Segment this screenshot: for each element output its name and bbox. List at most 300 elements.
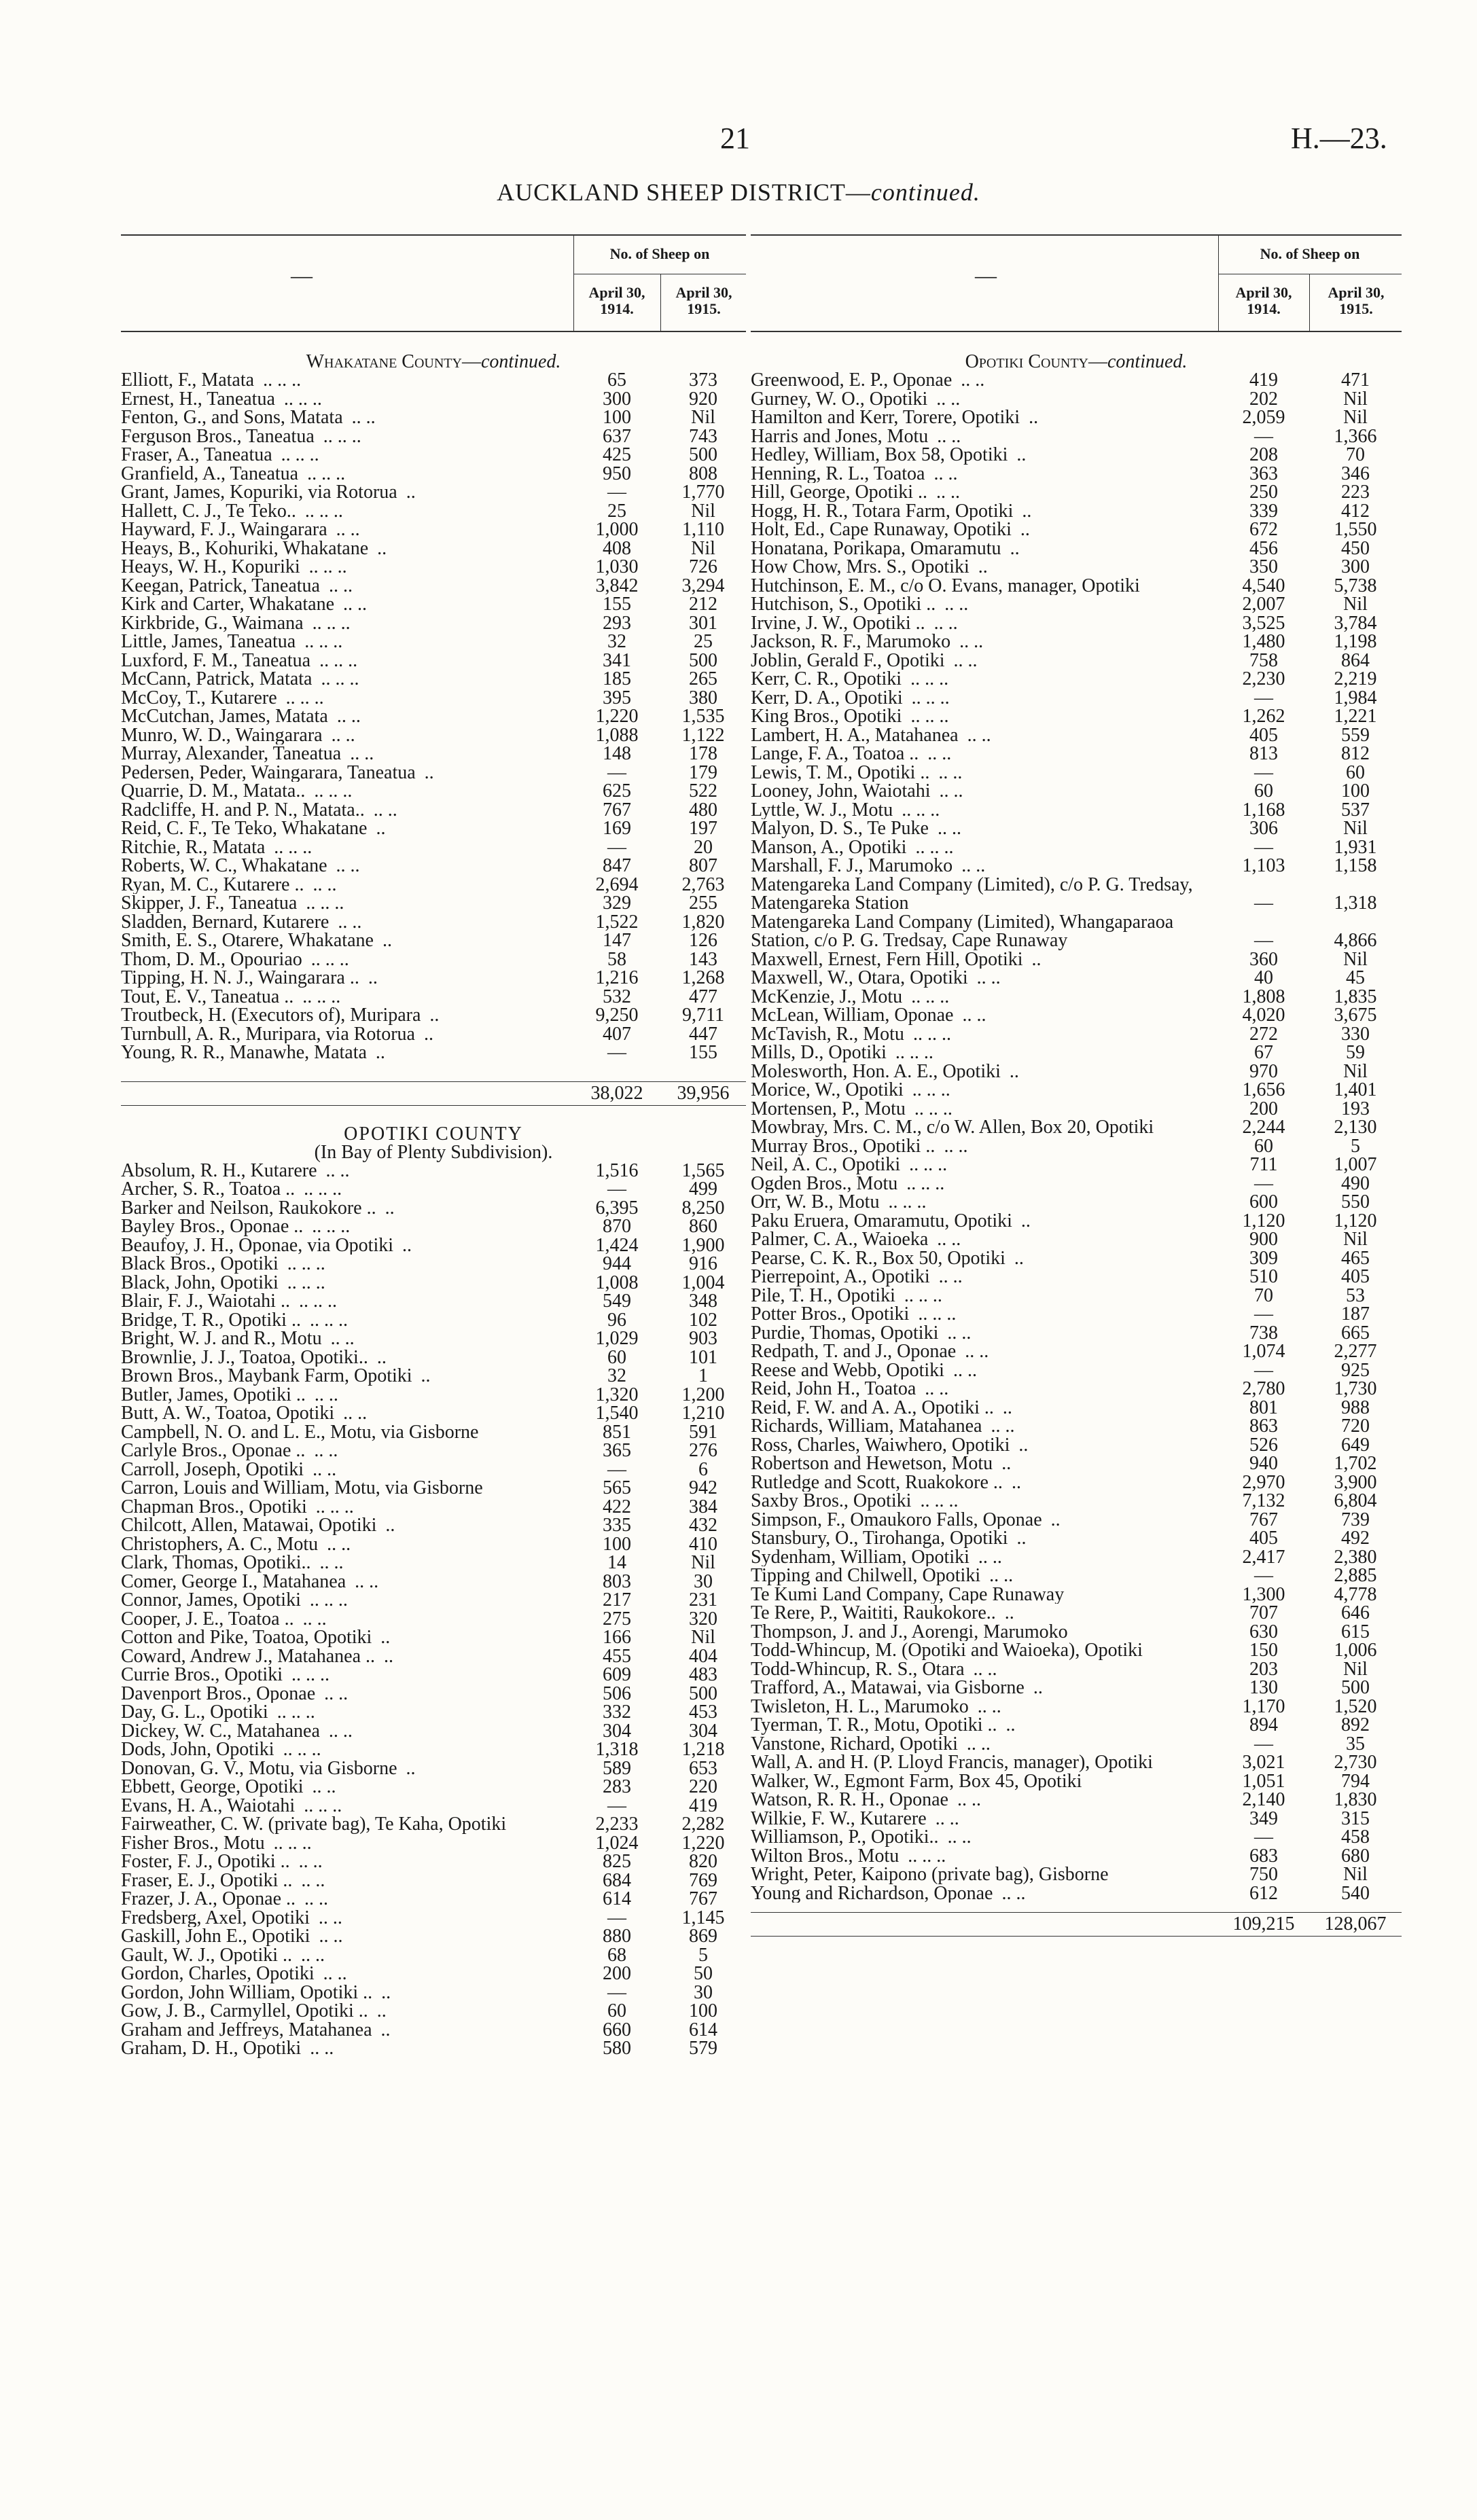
sheep-1915: 1,520 <box>1334 1695 1377 1717</box>
sheep-1914: 1,320 <box>595 1384 639 1405</box>
owner-name: Honatana, Porikapa, Omaramutu <box>751 539 1001 558</box>
owner-cell <box>121 689 573 708</box>
table-row <box>751 558 1402 577</box>
owner-name: Graham and Jeffreys, Matahanea <box>121 2020 372 2039</box>
leader-dots: .. <box>370 1043 385 1062</box>
leader-dots: .. <box>416 1367 431 1386</box>
sheep-1915: 3,900 <box>1334 1471 1377 1493</box>
owner-name: Ritchie, R., Matata <box>121 838 266 857</box>
owner-name: Ebbett, George, Opotiki <box>121 1778 304 1797</box>
leader-dots: .. .. .. <box>316 670 359 689</box>
table-row <box>751 1585 1402 1604</box>
table-row <box>751 1361 1402 1380</box>
owner-name: Matengareka Land Company (Limited), c/o P. G. Tredsay, Matengareka Station <box>751 875 1193 913</box>
owner-cell <box>121 1909 573 1928</box>
owner-name: Turnbull, A. R., Muripara, via Rotorua <box>121 1024 415 1043</box>
owner-cell <box>751 651 1218 670</box>
owner-name: Marshall, F. J., Marumoko <box>751 857 953 876</box>
owner-cell <box>121 950 573 969</box>
owner-cell <box>121 876 573 895</box>
sheep-1914: 203 <box>1249 1658 1278 1680</box>
owner-cell <box>121 483 573 502</box>
owner-cell <box>751 1100 1218 1119</box>
sheep-1915: 458 <box>1341 1826 1370 1848</box>
owner-name: Todd-Whincup, R. S., Otara <box>751 1659 965 1678</box>
owner-cell <box>751 1361 1218 1380</box>
owner-cell <box>121 1006 573 1025</box>
total-row <box>121 1081 746 1106</box>
sheep-1914: — <box>1254 1565 1273 1586</box>
sheep-1915: 348 <box>689 1291 717 1312</box>
sheep-1914: 200 <box>1249 1098 1278 1119</box>
leader-dots: .. <box>1006 1473 1021 1492</box>
table-row <box>121 1722 746 1741</box>
sheep-1915: 465 <box>1341 1247 1370 1269</box>
sheep-1915: 1,210 <box>681 1403 725 1424</box>
owner-cell <box>121 1516 573 1535</box>
sheep-1914: 350 <box>1249 556 1278 577</box>
owner-cell <box>121 371 573 390</box>
leader-dots: .. .. <box>323 1721 353 1740</box>
total-1914: 109,215 <box>1232 1913 1295 1934</box>
sheep-1914: 363 <box>1249 463 1278 484</box>
table-row <box>751 670 1402 689</box>
owner-cell <box>751 1230 1218 1249</box>
owner-cell <box>121 558 573 577</box>
sheep-1914: 1,170 <box>1242 1695 1285 1717</box>
table-row <box>121 1479 746 1498</box>
owner-name: Hutchinson, E. M., c/o O. Evans, manager, Opotiki <box>751 576 1140 595</box>
sheep-1915: 155 <box>689 1042 717 1063</box>
owner-cell <box>121 614 573 633</box>
leader-dots: .. .. .. <box>281 688 324 707</box>
leader-dots: .. .. <box>973 1547 1002 1566</box>
leader-dots: .. .. <box>331 857 360 876</box>
owner-name: Joblin, Gerald F., Opotiki <box>751 651 945 670</box>
owner-name: Pedersen, Peder, Waingarara, Taneatua <box>121 763 416 782</box>
leader-dots: .. .. <box>331 520 360 539</box>
left-column-table <box>121 234 746 2058</box>
owner-cell <box>121 595 573 614</box>
leader-dots: .. .. <box>968 1659 997 1678</box>
leader-dots: .. .. <box>319 1684 349 1703</box>
table-row <box>121 1591 746 1610</box>
owner-cell <box>121 1647 573 1666</box>
leader-dots: .. <box>1014 1435 1029 1454</box>
title-continued: continued. <box>870 179 980 206</box>
sheep-1915: 2,730 <box>1334 1752 1377 1773</box>
table-row <box>751 838 1402 857</box>
owner-cell <box>121 577 573 596</box>
sheep-1915: 477 <box>689 986 717 1007</box>
sheep-1914: 96 <box>607 1309 626 1331</box>
sheep-1914: — <box>1254 836 1273 858</box>
sheep-1915: 739 <box>1341 1509 1370 1530</box>
owner-cell <box>751 1492 1218 1511</box>
owner-cell <box>121 539 573 558</box>
sheep-1914: 148 <box>603 743 631 764</box>
owner-name: Tout, E. V., Taneatua .. <box>121 987 294 1006</box>
subdivision-note: (In Bay of Plenty Subdivision). <box>314 1141 553 1163</box>
sheep-1914: 365 <box>603 1440 631 1461</box>
leader-dots: .. .. .. <box>304 1591 348 1610</box>
sheep-1915: 769 <box>689 1869 717 1891</box>
leader-dots: .. .. <box>930 1809 959 1828</box>
sheep-1914: 202 <box>1249 388 1278 410</box>
owner-name: Hayward, F. J., Waingarara <box>121 520 327 539</box>
owner-name: Ferguson Bros., Taneatua <box>121 427 315 446</box>
sheep-1915: 432 <box>689 1515 717 1536</box>
table-row <box>751 1716 1402 1735</box>
table-row <box>751 1006 1402 1025</box>
sheep-1915: 101 <box>689 1346 717 1368</box>
sheep-1915: 1,820 <box>681 911 725 933</box>
owner-name: Neil, A. C., Opotiki <box>751 1155 901 1174</box>
owner-cell <box>751 1043 1218 1062</box>
leader-dots: .. .. <box>350 1572 379 1591</box>
sheep-1915: 1,145 <box>681 1907 725 1928</box>
leader-dots: .. .. .. <box>304 1310 348 1329</box>
sheep-1914: 940 <box>1249 1453 1278 1474</box>
leader-dots: .. .. .. <box>299 1180 342 1199</box>
table-row <box>751 1043 1402 1062</box>
table-row <box>121 819 746 838</box>
sheep-1915: 646 <box>1341 1602 1370 1623</box>
sheep-1914: 405 <box>1249 724 1278 746</box>
sheep-1914: 851 <box>603 1421 631 1443</box>
owner-name: Gurney, W. O., Opotiki <box>751 389 928 408</box>
owner-name: Pierrepoint, A., Opotiki <box>751 1267 930 1286</box>
leader-dots: .. .. <box>956 371 985 390</box>
owner-cell <box>121 1852 573 1871</box>
sheep-1914: 1,808 <box>1242 986 1285 1007</box>
leader-dots: .. .. <box>942 1323 972 1342</box>
table-row <box>121 408 746 427</box>
table-row <box>121 801 746 820</box>
spacer <box>121 1062 746 1081</box>
table-row <box>121 1311 746 1330</box>
owner-name: Little, James, Taneatua <box>121 632 296 651</box>
owner-name: Luxford, F. M., Taneatua <box>121 651 311 670</box>
table-row <box>751 950 1402 969</box>
owner-cell <box>121 408 573 427</box>
leader-dots: .. <box>1005 539 1020 558</box>
owner-name: Sladden, Bernard, Kutarere <box>121 912 330 931</box>
owner-name: McCutchan, James, Matata <box>121 707 328 726</box>
owner-cell <box>751 782 1218 801</box>
sheep-1914: 14 <box>607 1552 626 1573</box>
owner-cell <box>751 1865 1218 1884</box>
owner-name: Wilton Bros., Motu <box>751 1846 900 1865</box>
sheep-1915: 35 <box>1346 1733 1365 1754</box>
sheep-1915: 187 <box>1341 1303 1370 1325</box>
header-rule-mid <box>660 274 661 331</box>
page-number: 21 <box>720 122 750 155</box>
leader-dots: .. .. <box>318 1964 347 1983</box>
leader-dots: .. .. .. <box>309 782 353 801</box>
leader-dots: .. .. .. <box>272 1703 315 1722</box>
county-name: Whakatane County— <box>306 351 481 372</box>
table-row <box>121 1778 746 1797</box>
owner-cell <box>121 1292 573 1311</box>
owner-name: Sydenham, William, Opotiki <box>751 1547 969 1566</box>
table-row <box>121 483 746 502</box>
table-row <box>751 577 1402 596</box>
sheep-1914: 68 <box>607 1944 626 1966</box>
leader-dots: .. .. .. <box>279 389 322 408</box>
leader-dots: .. .. <box>298 1609 327 1628</box>
sheep-1914: 455 <box>603 1645 631 1667</box>
table-row <box>751 1193 1402 1212</box>
leader-dots: .. .. .. <box>906 707 949 726</box>
owner-cell <box>751 1511 1218 1530</box>
owner-name: Thompson, J. and J., Aorengi, Marumoko <box>751 1622 1068 1641</box>
table-row <box>121 595 746 614</box>
sheep-1914: 565 <box>603 1477 631 1498</box>
table-row <box>121 371 746 390</box>
table-row <box>121 1610 746 1629</box>
sheep-1915: 3,675 <box>1334 1005 1377 1026</box>
sheep-1915: 1,200 <box>681 1384 725 1405</box>
leader-dots: .. .. <box>940 595 969 614</box>
sheep-1915: 807 <box>689 855 717 876</box>
table-row <box>751 726 1402 745</box>
owner-name: Blair, F. J., Waiotahi .. <box>121 1292 290 1311</box>
leader-dots: .. .. <box>933 763 963 782</box>
owner-cell <box>121 1498 573 1517</box>
leader-dots: .. .. .. <box>307 613 351 632</box>
sheep-1914: 767 <box>603 799 631 821</box>
owner-name: Donovan, G. V., Motu, via Gisborne <box>121 1759 397 1778</box>
owner-name: Holt, Ed., Cape Runaway, Opotiki <box>751 520 1012 539</box>
sheep-1915: 892 <box>1341 1714 1370 1735</box>
sheep-1914: 332 <box>603 1702 631 1723</box>
sheep-1915: 720 <box>1341 1416 1370 1437</box>
leader-dots: .. .. <box>960 1342 989 1361</box>
owner-cell <box>751 1473 1218 1492</box>
table-row <box>751 1492 1402 1511</box>
sheep-1915: 197 <box>689 818 717 839</box>
owner-cell <box>121 857 573 876</box>
table-row <box>121 1367 746 1386</box>
owner-cell <box>121 1479 573 1498</box>
owner-name: Fraser, E. J., Opotiki .. <box>121 1871 293 1890</box>
table-row <box>121 763 746 782</box>
table-row <box>751 1697 1402 1716</box>
sheep-1914: 147 <box>603 930 631 951</box>
leader-dots: .. .. .. <box>306 950 349 969</box>
sheep-1915: 653 <box>689 1757 717 1779</box>
table-row <box>121 1647 746 1666</box>
sheep-1915: 320 <box>689 1608 717 1630</box>
owner-name: Coward, Andrew J., Matahanea .. <box>121 1646 376 1666</box>
owner-name: Gaskill, John E., Opotiki <box>121 1927 310 1946</box>
sheep-1915: 70 <box>1346 444 1365 465</box>
leader-dots: .. .. <box>923 744 952 763</box>
leader-dots: .. .. .. <box>269 838 313 857</box>
right-column-table <box>751 234 1402 1937</box>
owner-cell <box>121 838 573 857</box>
sheep-1915: 1,401 <box>1334 1079 1377 1100</box>
sheep-1915: 1,835 <box>1334 986 1377 1007</box>
sheep-1914: 609 <box>603 1664 631 1685</box>
sheep-1914: 329 <box>603 893 631 914</box>
owner-cell <box>751 1641 1218 1660</box>
sheep-1914: 275 <box>603 1608 631 1630</box>
leader-dots: .. .. <box>920 1380 949 1399</box>
sheep-1914: 1,516 <box>595 1159 639 1181</box>
owner-cell <box>121 1274 573 1293</box>
sheep-1915: Nil <box>1343 594 1368 615</box>
owner-cell <box>751 988 1218 1007</box>
sheep-1914: — <box>1254 930 1273 951</box>
leader-dots: .. <box>376 1983 391 2002</box>
owner-cell <box>751 1324 1218 1343</box>
owner-cell <box>751 1454 1218 1473</box>
table-row <box>121 1274 746 1293</box>
table-row <box>751 744 1402 763</box>
owner-cell <box>121 931 573 950</box>
owner-name: Henning, R. L., Toatoa <box>751 464 925 483</box>
owner-cell <box>121 1815 573 1834</box>
sheep-1915: 743 <box>689 425 717 447</box>
sheep-1914: — <box>1254 425 1273 447</box>
owner-name: Fisher Bros., Motu <box>121 1833 265 1852</box>
owner-name: Gault, W. J., Opotiki .. <box>121 1945 293 1964</box>
leader-dots: .. .. <box>934 782 963 801</box>
owner-cell <box>121 726 573 745</box>
sheep-1915: 1,006 <box>1334 1640 1377 1661</box>
leader-dots: .. .. <box>333 912 362 931</box>
owner-cell <box>751 465 1218 484</box>
leader-dots: .. .. <box>338 595 368 614</box>
owner-cell <box>121 1591 573 1610</box>
owner-name: Rutledge and Scott, Ruakokore .. <box>751 1473 1003 1492</box>
leader-dots: .. <box>376 1628 391 1647</box>
leader-dots: .. .. .. <box>899 1286 942 1305</box>
table-row <box>121 1292 746 1311</box>
sheep-1914: 1,088 <box>595 724 639 746</box>
leader-dots: .. .. .. <box>915 1492 959 1511</box>
sheep-1914: 637 <box>603 425 631 447</box>
owner-name: Gordon, Charles, Opotiki <box>121 1964 315 1983</box>
owner-cell <box>751 390 1218 409</box>
owner-cell <box>751 1735 1218 1754</box>
owner-name: Hill, George, Opotiki .. <box>751 483 928 502</box>
owner-name: Mortensen, P., Motu <box>751 1099 906 1118</box>
leader-dots: .. .. <box>368 800 397 819</box>
leader-dots: .. <box>997 1454 1012 1473</box>
sheep-1915: 5,738 <box>1334 575 1377 596</box>
owner-name: Thom, D. M., Opouriao <box>121 950 302 969</box>
leader-dots: .. <box>363 969 378 988</box>
sheep-1915: 3,294 <box>681 575 725 596</box>
sheep-1915: 540 <box>1341 1882 1370 1904</box>
table-row <box>751 1678 1402 1697</box>
sheep-1914: 950 <box>603 463 631 484</box>
owner-name: McCann, Patrick, Matata <box>121 670 313 689</box>
sheep-1915: 20 <box>694 836 713 858</box>
owner-name: Christophers, A. C., Motu <box>121 1534 319 1553</box>
leader-dots: .. .. <box>338 1404 368 1423</box>
owner-name: Reid, F. W. and A. A., Opotiki .. <box>751 1398 994 1417</box>
owner-cell <box>751 744 1218 763</box>
table-row <box>121 1852 746 1871</box>
leader-dots: .. .. .. <box>258 371 302 390</box>
owner-name: Carroll, Joseph, Opotiki <box>121 1460 304 1479</box>
leader-dots: .. .. .. <box>908 1024 951 1043</box>
owner-cell <box>751 857 1218 876</box>
county-continued: continued. <box>480 351 561 372</box>
table-row <box>751 632 1402 651</box>
sheep-1915: 212 <box>689 594 717 615</box>
leader-dots: .. .. <box>309 1441 338 1460</box>
owner-name: Quarrie, D. M., Matata.. <box>121 782 306 801</box>
owner-cell <box>121 1236 573 1255</box>
leader-dots: .. .. .. <box>282 1255 325 1274</box>
owner-cell <box>751 1566 1218 1585</box>
owner-cell <box>121 1180 573 1199</box>
header-sheep-on: No. of Sheep on <box>609 245 710 262</box>
owner-cell <box>121 427 573 446</box>
sheep-1915: Nil <box>691 407 715 428</box>
owner-name: Absolum, R. H., Kutarere <box>121 1161 317 1180</box>
owner-name: Pile, T. H., Opotiki <box>751 1286 895 1305</box>
owner-name: King Bros., Opotiki <box>751 707 902 726</box>
table-row <box>751 1660 1402 1679</box>
sheep-1914: 32 <box>607 631 626 652</box>
owner-name: Hamilton and Kerr, Torere, Opotiki <box>751 408 1020 427</box>
owner-name: Lange, F. A., Toatoa .. <box>751 744 919 763</box>
owner-cell <box>121 1162 573 1181</box>
sheep-1915: 1 <box>698 1365 708 1386</box>
sheep-1914: 360 <box>1249 948 1278 970</box>
table-row <box>751 427 1402 446</box>
table-row <box>121 726 746 745</box>
leader-dots: .. .. <box>962 725 991 744</box>
sheep-1914: 422 <box>603 1496 631 1517</box>
owner-cell <box>121 1367 573 1386</box>
sheep-1914: 1,262 <box>1242 706 1285 727</box>
owner-name: Barker and Neilson, Raukokore .. <box>121 1198 376 1217</box>
leader-dots: .. .. <box>932 1230 961 1249</box>
owner-name: Fraser, A., Taneatua <box>121 446 272 465</box>
sheep-1915: 5 <box>1351 1135 1360 1157</box>
owner-name: Butt, A. W., Toatoa, Opotiki <box>121 1404 335 1423</box>
table-row <box>751 390 1402 409</box>
table-row <box>751 1324 1402 1343</box>
table-row <box>751 1380 1402 1399</box>
sheep-1914: 758 <box>1249 649 1278 671</box>
owner-cell <box>751 801 1218 820</box>
leader-dots: .. .. .. <box>913 1305 957 1324</box>
owner-name: Fairweather, C. W. (private bag), Te Kaha, Opotiki <box>121 1815 507 1834</box>
leader-dots: .. .. .. <box>909 1099 953 1118</box>
owner-name: Palmer, C. A., Waioeka <box>751 1230 929 1249</box>
sheep-1914: 2,059 <box>1242 407 1285 428</box>
leader-dots: .. <box>380 1516 395 1535</box>
owner-name: Malyon, D. S., Te Puke <box>751 819 929 838</box>
sheep-1914: — <box>1254 1826 1273 1848</box>
sheep-1915: 2,277 <box>1334 1341 1377 1362</box>
sheep-1915: 680 <box>1341 1845 1370 1867</box>
table-row <box>121 1909 746 1928</box>
sheep-1914: 1,540 <box>595 1403 639 1424</box>
owner-name: Cooper, J. E., Toatoa .. <box>121 1609 294 1628</box>
owner-name: Bridge, T. R., Opotiki .. <box>121 1310 301 1329</box>
table-row <box>751 1865 1402 1884</box>
owner-name: Pearse, C. K. R., Box 50, Opotiki <box>751 1248 1006 1267</box>
